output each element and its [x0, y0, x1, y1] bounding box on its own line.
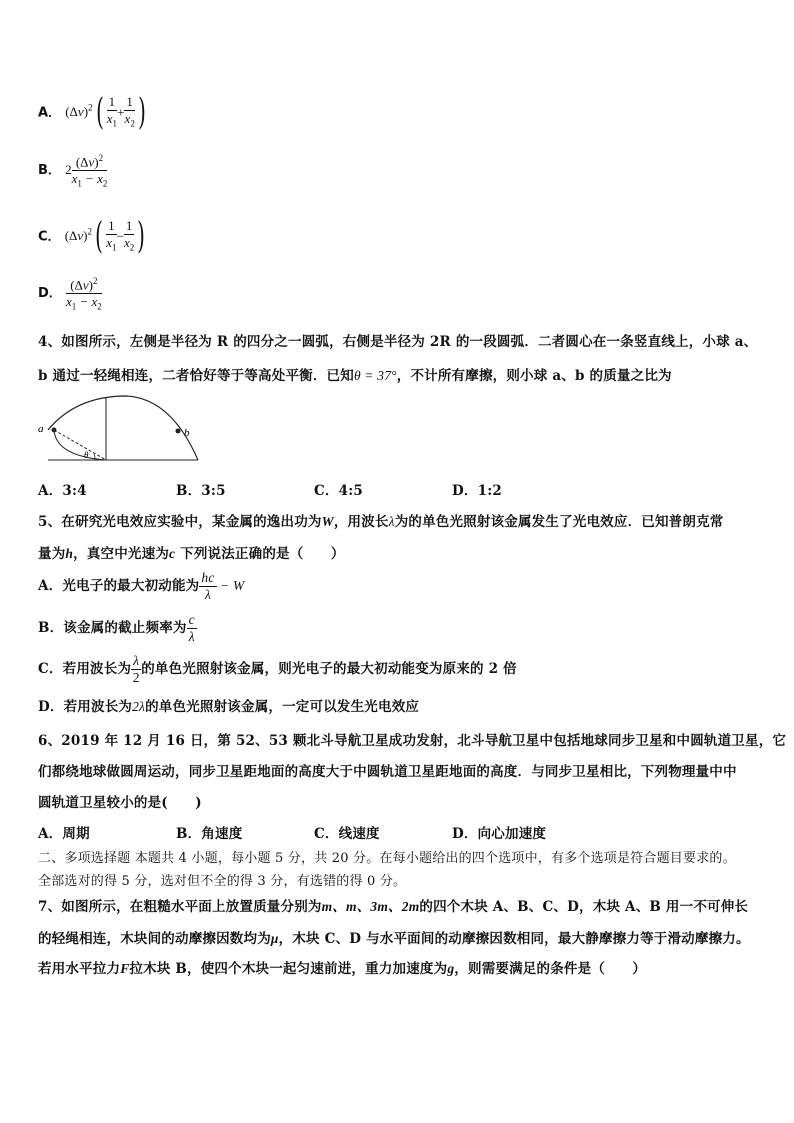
q4-option-a: A．3:4 [38, 483, 87, 499]
ball-a [52, 428, 57, 433]
frac-den: 2 [132, 670, 140, 685]
option-label: B． [38, 163, 61, 178]
q4-option-c: C．4:5 [314, 483, 364, 499]
q7-line-3 [38, 957, 646, 977]
q5-text: 量为 [38, 546, 66, 562]
fraction: $\frac{(\Delta v)^2}{x_1 - x_2}$ [72, 150, 108, 192]
q5-text: 5、在研究光电效应实验中，某金属的逸出功为 [38, 514, 322, 530]
fraction [131, 653, 141, 686]
q7-text: 的轻绳相连，木块间的动摩擦因数均为 [38, 931, 271, 947]
option-label: C． [38, 229, 61, 245]
q7-text: 的四个木块 A、B、C、D，木块 A、B 用一不可伸长 [419, 899, 749, 915]
q4-option-d: D．1:2 [452, 483, 502, 499]
q5-option-text: 的单色光照射该金属，则光电子的最大初动能变为原来的 2 倍 [141, 661, 517, 677]
q5-text: ，真空中光速为 [73, 546, 170, 562]
q6-option-a: A．周期 [38, 826, 90, 842]
fraction: $\frac{1}{x_2}$ [124, 94, 135, 129]
var-w: W [321, 514, 334, 529]
var-f: F [120, 961, 130, 976]
section-2-header-line-1: 二、多项选择题 本题共 4 小题，每小题 5 分，共 20 分。在每小题给出的四个选项中，有多个选项是符合题目要求的。 [38, 851, 736, 866]
q6-line-2: 们都绕地球做圆周运动，同步卫星距地面的高度大于中圆轨道卫星距地面的高度．与同步卫星相比，下列物理量中中 [38, 764, 737, 780]
q5-text: ，用波长 [333, 514, 389, 530]
masses-expr: m、m、3m、2m [321, 899, 420, 914]
math-expr: 2λ [132, 699, 146, 714]
q7-text: 若用水平拉力 [38, 961, 121, 977]
q5-option-a [38, 568, 244, 604]
frac-num: λ [133, 653, 140, 668]
var-mu: μ [270, 931, 279, 946]
fraction: $\frac{(\Delta v)^2}{x_1 - x_2}$ [66, 273, 102, 315]
q6-option-c: C．线速度 [314, 826, 380, 842]
q7-text: ，则需要满足的条件是（ ） [454, 961, 647, 977]
fraction [187, 612, 197, 645]
frac-num: hc [201, 570, 215, 585]
q4-line-2 [38, 364, 672, 384]
frac-den: λ [204, 587, 211, 602]
fraction [199, 570, 216, 603]
q6-line-1: 6、2019 年 12 月 16 日，第 52、53 颗北斗导航卫星成功发射，北斗导航卫星中包括地球同步卫星和中圆轨道卫星，它 [38, 733, 787, 749]
q5-option-c [38, 651, 517, 687]
q5-option-text: D．若用波长为 [38, 699, 133, 715]
q5-text: 为的单色光照射该金属发生了光电效应．已知普朗克常 [394, 514, 724, 530]
q3-option-a: A． $(\Delta v)^2$( $\frac{1}{x_1}$ + $\frac{1}{x_2}$ ) [38, 91, 146, 133]
q4-line-1: 4、如图所示，左侧是半径为 R 的四分之一圆弧，右侧是半径为 2R 的一段圆弧．二者圆心在一条竖直线上，小球 a、 [38, 334, 758, 350]
q5-option-b [38, 610, 197, 646]
label-theta: θ [84, 450, 89, 460]
right-arc [48, 396, 198, 460]
q6-line-3: 圆轨道卫星较小的是( ) [38, 795, 202, 811]
option-label: A． [38, 105, 62, 121]
q6-option-d: D．向心加速度 [452, 826, 547, 842]
math-expr: $(\Delta v)^2$ [65, 103, 93, 120]
ball-b [176, 429, 181, 434]
q5-option-d [38, 695, 419, 715]
q7-line-2 [38, 927, 750, 947]
q5-option-text: B．该金属的截止频率为 [38, 620, 187, 636]
label-a: a [38, 423, 44, 435]
q7-text: 7、如图所示，在粗糙水平面上放置质量分别为 [38, 899, 322, 915]
q7-text: ，木块 C、D 与水平面间的动摩擦因数相同，最大静摩擦力等于滑动摩擦力。 [278, 931, 750, 947]
frac-den: λ [188, 629, 195, 644]
q3-option-c: C． $(\Delta v)^2$( $\frac{1}{x_1}$ − $\frac{1}{x_2}$ ) [38, 215, 146, 257]
q7-text: 拉木块 B，使四个木块一起匀速前进，重力加速度为 [129, 961, 448, 977]
q6-option-b: B．角速度 [176, 826, 243, 842]
q5-option-text: A．光电子的最大初动能为 [38, 578, 200, 594]
q5-text: 下列说法正确的是（ ） [175, 546, 345, 562]
section-2-header-line-2: 全部选对的得 5 分，选对但不全的得 3 分，有选错的得 0 分。 [38, 874, 407, 889]
q4-text: b 通过一轻绳相连，二者恰好等于等高处平衡．已知 [38, 368, 354, 384]
q4-text: ，不计所有摩擦，则小球 a、b 的质量之比为 [396, 368, 672, 384]
q4-option-b: B．3:5 [176, 483, 226, 499]
q3-option-d [38, 272, 102, 316]
expr-tail: − W [216, 578, 245, 593]
label-b: b [184, 427, 190, 439]
q4-figure [36, 390, 206, 466]
frac-num: c [188, 612, 195, 627]
theta-expr: θ = 37° [353, 368, 397, 383]
option-label: D． [38, 286, 62, 301]
q5-option-text: C．若用波长为 [38, 661, 132, 677]
var-c: c [169, 546, 176, 561]
q5-line-1 [38, 510, 724, 530]
q7-line-1 [38, 895, 748, 915]
var-lambda: λ [388, 514, 395, 529]
q5-line-2 [38, 542, 345, 562]
var-h: h [65, 546, 74, 561]
q5-option-text: 的单色光照射该金属，一定可以发生光电效应 [145, 699, 420, 715]
fraction: $\frac{1}{x_2}$ [124, 218, 135, 253]
var-g: g [447, 961, 455, 976]
fraction: $\frac{1}{x_1}$ [106, 94, 117, 129]
q3-option-b: B． 2 $\frac{(\Delta v)^2}{x_1 - x_2}$ [38, 148, 107, 192]
fraction: $\frac{1}{x_1}$ [106, 218, 117, 253]
